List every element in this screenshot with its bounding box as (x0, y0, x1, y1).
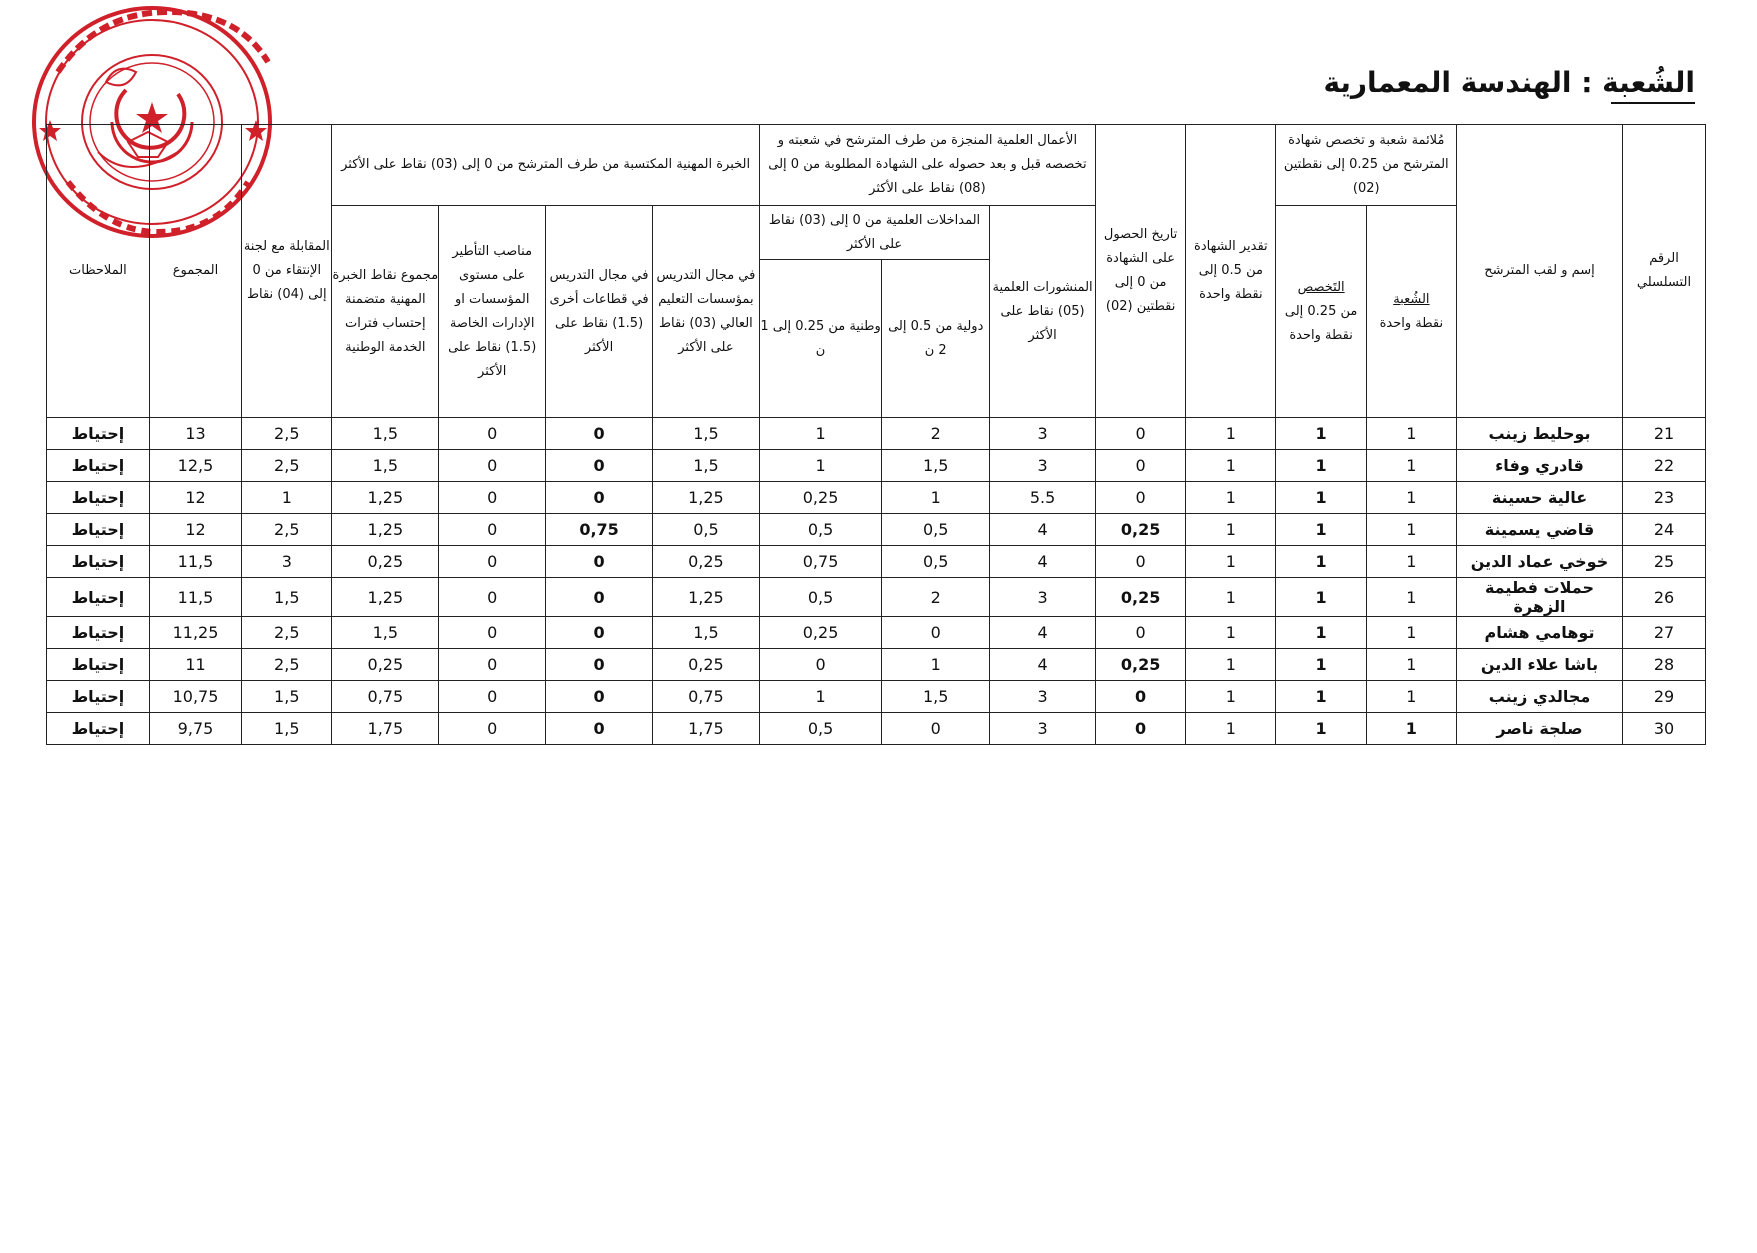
header-interview: المقابلة مع لجنة الإنتقاء من 0 إلى (04) نقاط (242, 125, 332, 418)
cell-serial: 27 (1623, 617, 1706, 649)
cell-international: 2 (882, 418, 990, 450)
cell-higher-ed: 0,5 (652, 514, 759, 546)
cell-remarks: إحتياط (47, 418, 150, 450)
table-row (47, 681, 1706, 713)
header-international: دولية من 0.5 إلى 2 ن (882, 260, 990, 418)
header-exp-total: مجموع نقاط الخبرة المهنية متضمنة إحتساب فترات الخدمة الوطنية (332, 206, 439, 418)
cell-remarks: إحتياط (47, 617, 150, 649)
cell-field: 1 (1366, 649, 1456, 681)
cell-international: 0,5 (882, 546, 990, 578)
cell-other-sectors: 0 (546, 617, 653, 649)
cell-management: 0 (439, 578, 546, 617)
cell-date: 0 (1095, 546, 1185, 578)
cell-higher-ed: 1,5 (652, 450, 759, 482)
cell-higher-ed: 1,75 (652, 713, 759, 745)
cell-management: 0 (439, 649, 546, 681)
cell-date: 0 (1095, 617, 1185, 649)
cell-name: قاضي يسمينة (1457, 514, 1623, 546)
cell-national: 0,25 (759, 617, 881, 649)
cell-exp-total: 1,5 (332, 617, 439, 649)
cell-grade: 1 (1186, 617, 1276, 649)
cell-other-sectors: 0 (546, 713, 653, 745)
cell-total: 11,25 (149, 617, 241, 649)
cell-national: 0,25 (759, 482, 881, 514)
cell-remarks: إحتياط (47, 482, 150, 514)
cell-specialty: 1 (1276, 649, 1366, 681)
cell-publications: 4 (990, 514, 1096, 546)
cell-higher-ed: 0,25 (652, 546, 759, 578)
table-row (47, 713, 1706, 745)
cell-publications: 3 (990, 713, 1096, 745)
cell-publications: 4 (990, 546, 1096, 578)
cell-serial: 29 (1623, 681, 1706, 713)
cell-exp-total: 1,5 (332, 418, 439, 450)
cell-national: 1 (759, 450, 881, 482)
cell-national: 1 (759, 418, 881, 450)
cell-international: 0,5 (882, 514, 990, 546)
header-management: مناصب التأطير على مستوى المؤسسات او الإدارات الخاصة (1.5) نقاط على الأكثر (439, 206, 546, 418)
page-title: الشُعبة : الهندسة المعمارية (1323, 66, 1695, 99)
header-serial: الرقم التسلسلي (1623, 125, 1706, 418)
cell-field: 1 (1366, 617, 1456, 649)
cell-remarks: إحتياط (47, 450, 150, 482)
cell-serial: 30 (1623, 713, 1706, 745)
cell-total: 12,5 (149, 450, 241, 482)
cell-higher-ed: 0,75 (652, 681, 759, 713)
cell-date: 0 (1095, 418, 1185, 450)
cell-total: 11,5 (149, 578, 241, 617)
table-row (47, 418, 1706, 450)
cell-management: 0 (439, 617, 546, 649)
cell-specialty: 1 (1276, 681, 1366, 713)
cell-field: 1 (1366, 681, 1456, 713)
cell-specialty: 1 (1276, 450, 1366, 482)
table-row (47, 450, 1706, 482)
cell-specialty: 1 (1276, 546, 1366, 578)
cell-field: 1 (1366, 482, 1456, 514)
cell-grade: 1 (1186, 482, 1276, 514)
cell-specialty: 1 (1276, 713, 1366, 745)
cell-national: 0,5 (759, 578, 881, 617)
cell-exp-total: 0,25 (332, 546, 439, 578)
cell-grade: 1 (1186, 578, 1276, 617)
header-grade: تقدير الشهادة من 0.5 إلى نقطة واحدة (1186, 125, 1276, 418)
cell-serial: 25 (1623, 546, 1706, 578)
cell-total: 13 (149, 418, 241, 450)
cell-interview: 2,5 (242, 649, 332, 681)
header-works-group: الأعمال العلمية المنجزة من طرف المترشح في شعبته و تخصصه قبل و بعد حصوله على الشهادة المطلوبة من 0 إلى (08) نقاط على الأكثر (759, 125, 1095, 206)
cell-total: 12 (149, 514, 241, 546)
cell-interview: 2,5 (242, 418, 332, 450)
cell-exp-total: 1,5 (332, 450, 439, 482)
cell-name: مجالدي زينب (1457, 681, 1623, 713)
cell-higher-ed: 1,5 (652, 418, 759, 450)
cell-national: 0,5 (759, 514, 881, 546)
cell-specialty: 1 (1276, 617, 1366, 649)
cell-interview: 2,5 (242, 514, 332, 546)
cell-serial: 26 (1623, 578, 1706, 617)
cell-publications: 4 (990, 649, 1096, 681)
cell-exp-total: 0,75 (332, 681, 439, 713)
header-national: وطنية من 0.25 إلى 1 ن (759, 260, 881, 418)
cell-international: 1 (882, 482, 990, 514)
cell-specialty: 1 (1276, 578, 1366, 617)
cell-total: 10,75 (149, 681, 241, 713)
cell-grade: 1 (1186, 713, 1276, 745)
cell-total: 9,75 (149, 713, 241, 745)
cell-total: 11 (149, 649, 241, 681)
cell-total: 12 (149, 482, 241, 514)
cell-date: 0,25 (1095, 578, 1185, 617)
cell-national: 0 (759, 649, 881, 681)
cell-interview: 1,5 (242, 578, 332, 617)
cell-management: 0 (439, 450, 546, 482)
cell-exp-total: 1,25 (332, 514, 439, 546)
cell-name: توهامي هشام (1457, 617, 1623, 649)
cell-date: 0 (1095, 713, 1185, 745)
cell-higher-ed: 1,5 (652, 617, 759, 649)
table-row (47, 546, 1706, 578)
cell-date: 0 (1095, 482, 1185, 514)
cell-interview: 1 (242, 482, 332, 514)
cell-remarks: إحتياط (47, 713, 150, 745)
cell-international: 0 (882, 617, 990, 649)
header-relevance-group: مُلائمة شعبة و تخصص شهادة المترشح من 0.25 إلى نقطتين (02) (1276, 125, 1457, 206)
cell-field: 1 (1366, 450, 1456, 482)
cell-grade: 1 (1186, 681, 1276, 713)
header-other-sectors: في مجال التدريس في قطاعات أخرى (1.5) نقاط على الأكثر (546, 206, 653, 418)
cell-interview: 1,5 (242, 681, 332, 713)
cell-date: 0 (1095, 450, 1185, 482)
cell-management: 0 (439, 546, 546, 578)
cell-name: حملات فطيمة الزهرة (1457, 578, 1623, 617)
header-date: تاريخ الحصول على الشهادة من 0 إلى نقطتين (02) (1095, 125, 1185, 418)
cell-management: 0 (439, 418, 546, 450)
cell-national: 0,5 (759, 713, 881, 745)
cell-other-sectors: 0 (546, 681, 653, 713)
cell-serial: 23 (1623, 482, 1706, 514)
candidates-table (46, 124, 1706, 745)
cell-international: 1,5 (882, 450, 990, 482)
cell-publications: 3 (990, 681, 1096, 713)
cell-management: 0 (439, 514, 546, 546)
header-interventions-group: المداخلات العلمية من 0 إلى (03) نقاط على الأكثر (759, 206, 989, 260)
cell-management: 0 (439, 482, 546, 514)
cell-management: 0 (439, 713, 546, 745)
header-field: الشُعبة نقطة واحدة (1366, 206, 1456, 418)
cell-exp-total: 0,25 (332, 649, 439, 681)
cell-other-sectors: 0 (546, 649, 653, 681)
cell-exp-total: 1,25 (332, 482, 439, 514)
cell-grade: 1 (1186, 450, 1276, 482)
table-row (47, 482, 1706, 514)
cell-name: خوخي عماد الدين (1457, 546, 1623, 578)
cell-interview: 1,5 (242, 713, 332, 745)
cell-other-sectors: 0 (546, 482, 653, 514)
title-underline (1611, 102, 1695, 104)
cell-higher-ed: 1,25 (652, 482, 759, 514)
cell-publications: 3 (990, 450, 1096, 482)
cell-other-sectors: 0 (546, 546, 653, 578)
header-experience-group: الخبرة المهنية المكتسبة من طرف المترشح من 0 إلى (03) نقاط على الأكثر (332, 125, 759, 206)
cell-serial: 21 (1623, 418, 1706, 450)
cell-field: 1 (1366, 578, 1456, 617)
cell-publications: 5.5 (990, 482, 1096, 514)
cell-interview: 2,5 (242, 617, 332, 649)
cell-publications: 3 (990, 418, 1096, 450)
cell-exp-total: 1,75 (332, 713, 439, 745)
cell-grade: 1 (1186, 649, 1276, 681)
header-remarks: الملاحظات (47, 125, 150, 418)
cell-serial: 24 (1623, 514, 1706, 546)
cell-field: 1 (1366, 546, 1456, 578)
cell-name: باشا علاء الدين (1457, 649, 1623, 681)
cell-remarks: إحتياط (47, 546, 150, 578)
cell-other-sectors: 0 (546, 418, 653, 450)
cell-date: 0,25 (1095, 649, 1185, 681)
cell-specialty: 1 (1276, 418, 1366, 450)
cell-national: 1 (759, 681, 881, 713)
cell-remarks: إحتياط (47, 681, 150, 713)
table-row (47, 617, 1706, 649)
cell-remarks: إحتياط (47, 514, 150, 546)
cell-grade: 1 (1186, 546, 1276, 578)
cell-name: بوحليط زينب (1457, 418, 1623, 450)
cell-grade: 1 (1186, 418, 1276, 450)
cell-date: 0 (1095, 681, 1185, 713)
cell-higher-ed: 0,25 (652, 649, 759, 681)
cell-total: 11,5 (149, 546, 241, 578)
cell-higher-ed: 1,25 (652, 578, 759, 617)
cell-international: 1 (882, 649, 990, 681)
cell-international: 0 (882, 713, 990, 745)
cell-grade: 1 (1186, 514, 1276, 546)
header-total: المجموع (149, 125, 241, 418)
cell-international: 2 (882, 578, 990, 617)
cell-management: 0 (439, 681, 546, 713)
table-row (47, 649, 1706, 681)
header-publications: المنشورات العلمية (05) نقاط على الأكثر (990, 206, 1096, 418)
cell-interview: 2,5 (242, 450, 332, 482)
cell-specialty: 1 (1276, 482, 1366, 514)
cell-other-sectors: 0,75 (546, 514, 653, 546)
cell-field: 1 (1366, 418, 1456, 450)
table-row (47, 578, 1706, 617)
header-name: إسم و لقب المترشح (1457, 125, 1623, 418)
cell-remarks: إحتياط (47, 649, 150, 681)
cell-national: 0,75 (759, 546, 881, 578)
cell-serial: 22 (1623, 450, 1706, 482)
cell-international: 1,5 (882, 681, 990, 713)
cell-interview: 3 (242, 546, 332, 578)
cell-publications: 3 (990, 578, 1096, 617)
cell-name: قادري وفاء (1457, 450, 1623, 482)
cell-specialty: 1 (1276, 514, 1366, 546)
cell-other-sectors: 0 (546, 450, 653, 482)
cell-remarks: إحتياط (47, 578, 150, 617)
header-higher-ed: في مجال التدريس بمؤسسات التعليم العالي (03) نقاط على الأكثر (652, 206, 759, 418)
cell-other-sectors: 0 (546, 578, 653, 617)
cell-field: 1 (1366, 713, 1456, 745)
cell-name: عالية حسينة (1457, 482, 1623, 514)
cell-field: 1 (1366, 514, 1456, 546)
cell-date: 0,25 (1095, 514, 1185, 546)
cell-exp-total: 1,25 (332, 578, 439, 617)
header-specialty: التَخصص من 0.25 إلى نقطة واحدة (1276, 206, 1366, 418)
table-row (47, 514, 1706, 546)
cell-serial: 28 (1623, 649, 1706, 681)
cell-name: صلجة ناصر (1457, 713, 1623, 745)
cell-publications: 4 (990, 617, 1096, 649)
